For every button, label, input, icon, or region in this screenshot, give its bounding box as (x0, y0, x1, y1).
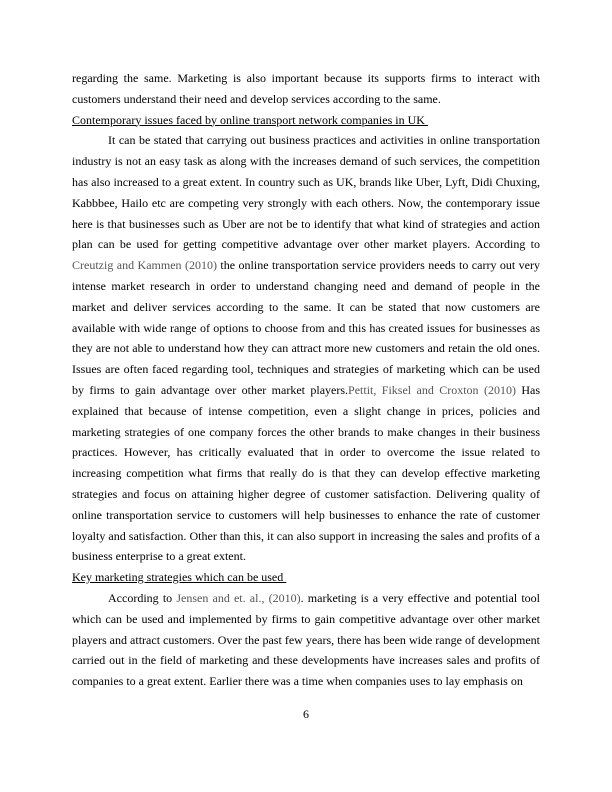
paragraph-text: It can be stated that carrying out business practices and activities in online transportation industry is not an easy task as along with the increases demand of such services, the competition has also increased to a great extent. In country such as UK, brands like Uber, Lyft, Didi Chuxing, Kabbbee, Hailo etc are competing very strongly with each others. Now, the contemporary issue here is that businesses such as Uber are not be to identify that what kind of strategies and action plan can be used for getting competitive advantage over other market players. According to (72, 133, 540, 252)
citation-jensen: Jensen and et. al., (2010) (176, 590, 301, 605)
paragraph-marketing-strategies (72, 588, 540, 692)
citation-pettit-fiksel-croxton: Pettit, Fiksel and Croxton (2010) (348, 382, 516, 397)
paragraph-text: According to (108, 590, 177, 605)
paragraph-continuation: regarding the same. Marketing is also important because its supports firms to interact with customers understand their need and develop services according to the same. (72, 71, 540, 106)
paragraph-text: . marketing is a very effective and potential tool which can be used and implemented by firms to gain competitive advantage over other market players and attract customers. Over the past few years, there has been wide range of development carried out in the field of marketing and these developments have increases sales and profits of companies to a great extent. Earlier there was a time when companies uses to lay emphasis on (72, 590, 540, 689)
section-heading-marketing-strategies: Key marketing strategies which can be used (72, 570, 287, 585)
section-heading-contemporary-issues: Contemporary issues faced by online transport network companies in UK (72, 112, 428, 127)
paragraph-contemporary-issues (72, 130, 540, 567)
paragraph-text: the online transportation service providers needs to carry out very intense market research in order to understand changing need and demand of people in the market and deliver services according to the same. It can be stated that now customers are available with wide range of options to choose from and this has created issues for businesses as they are not able to understand how they can attract more new customers and retain the old ones. Issues are often faced regarding tool, techniques and strategies of marketing which can be used by firms to gain advantage over other market players. (72, 258, 541, 397)
paragraph-text: Has explained that because of intense competition, even a slight change in prices, policies and marketing strategies of one company forces the other brands to make changes in their business practices. However, has critically evaluated that in order to overcome the issue related to increasing competition what firms that really do is that they can develop effective marketing strategies and focus on attaining higher degree of customer satisfaction. Delivering quality of online transportation service to customers will help businesses to enhance the rate of customer loyalty and satisfaction. Other than this, it can also support in increasing the sales and profits of a business enterprise to a great extent. (72, 382, 540, 564)
page-body (72, 68, 540, 692)
citation-creutzig-kammen: Creutzig and Kammen (2010) (72, 258, 217, 273)
page-number: 6 (303, 707, 309, 721)
